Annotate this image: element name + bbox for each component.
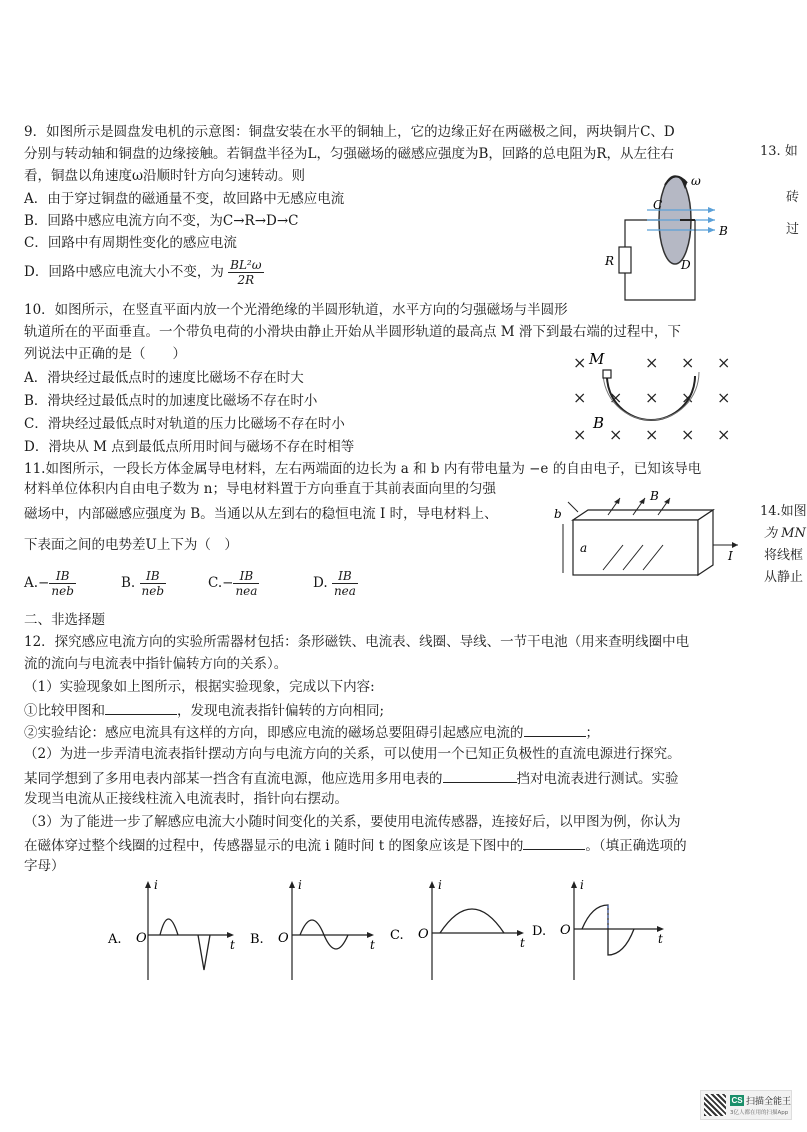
section-heading-non-choice: 二、非选择题	[24, 612, 105, 628]
svg-text:×: ×	[573, 388, 587, 407]
q10-option-b: B．滑块经过最低点时的加速度比磁场不存在时小	[24, 393, 318, 409]
svg-text:D.: D.	[532, 924, 547, 939]
graph-c	[390, 878, 525, 980]
scanner-title: 扫描全能王	[746, 1097, 792, 1107]
a-edge-label: a	[580, 541, 588, 555]
svg-text:×: ×	[681, 425, 695, 444]
q10-stem-line3: 列说法中正确的是（ ）	[24, 346, 186, 362]
q12-part3-line2: 在磁体穿过整个线圈的过程中，传感器显示的电流 i 随时间 t 的图象应该是下图中的 。（填正确选项的	[24, 835, 687, 855]
svg-text:×: ×	[645, 388, 659, 407]
answer-blank[interactable]	[105, 700, 177, 715]
q11-conductor-block-figure	[548, 490, 748, 590]
q12-stem-line1: 12．探究感应电流方向的实验所需器材包括：条形磁铁、电流表、线圈、导线、一节干电池（用来查明线圈中电	[24, 634, 690, 650]
b-field-label: B	[650, 489, 659, 503]
right-margin-q13-fragment1: 砖	[786, 190, 800, 205]
curve	[440, 909, 504, 933]
q9-option-d-fraction: $\frac{\text{BL²ω}}{2R}$	[230, 258, 262, 287]
q10-stem-line1: 10．如图所示，在竖直平面内放一个光滑绝缘的半圆形轨道，水平方向的匀强磁场与半圆形	[24, 302, 568, 318]
answer-blank[interactable]	[524, 722, 586, 737]
curve	[582, 905, 608, 929]
svg-text:i: i	[298, 878, 302, 892]
c-label: C	[653, 198, 663, 212]
q10-option-d: D．滑块从 M 点到最低点所用时间与磁场不存在时相等	[24, 439, 355, 455]
right-margin-q13-fragment2: 过	[786, 222, 800, 237]
svg-text:B.: B.	[250, 932, 264, 947]
b-label: B	[593, 414, 605, 432]
q12-part1-a: ①比较甲图和 ，发现电流表指针偏转的方向相同;	[24, 700, 384, 720]
svg-text:×: ×	[681, 353, 695, 372]
svg-text:t: t	[370, 938, 375, 952]
m-point-label: M	[589, 350, 605, 368]
graph-b	[250, 878, 375, 980]
q11-stem-line3: 磁场中，内部磁感应强度为 B。当通以从左到右的稳恒电流 I 时，导电材料上、	[24, 506, 498, 522]
q12-part2-line3: 发现当电流从正接线柱流入电流表时，指针向右摆动。	[24, 791, 348, 807]
right-margin-q13-label: 13. 如	[760, 144, 798, 159]
q9-option-a: A．由于穿过铜盘的磁通量不变，故回路中无感应电流	[24, 191, 345, 207]
answer-blank[interactable]	[523, 835, 585, 850]
b-field-label: B	[719, 224, 728, 238]
svg-text:A.: A.	[108, 932, 122, 947]
svg-text:i: i	[154, 878, 158, 892]
q12-current-graphs	[100, 875, 680, 985]
q10-semicircle-track-figure	[565, 348, 745, 448]
svg-text:×: ×	[645, 353, 659, 372]
q9-stem-line3: 看，铜盘以角速度ω沿顺时针方向匀速转动。则	[24, 168, 306, 184]
right-margin-q14-label: 14.如图	[760, 504, 807, 519]
right-margin-q14-fragment3: 从静止	[764, 570, 804, 585]
svg-text:×: ×	[573, 353, 587, 372]
curve	[160, 919, 178, 935]
resistor-symbol	[619, 247, 631, 273]
q12-part1: （1）实验现象如上图所示，根据实验现象，完成以下内容:	[24, 679, 375, 695]
svg-text:t: t	[658, 932, 663, 946]
q12-part3-line3: 字母）	[24, 858, 65, 874]
q11-stem-line1: 11.如图所示，一段长方体金属导电材料，左右两端面的边长为 a 和 b 内有带电量为 −e 的自由电子，已知该导电	[24, 461, 702, 477]
q11-option-a: A.− $\frac{IB}{\text{neb}}$	[24, 569, 74, 598]
q9-option-d	[24, 258, 264, 287]
svg-text:t: t	[230, 938, 235, 952]
svg-text:t: t	[520, 936, 525, 950]
svg-text:O: O	[278, 931, 289, 946]
q9-stem-line1: 9．如图所示是圆盘发电机的示意图：铜盘安装在水平的铜轴上，它的边缘正好在两磁极之间，两块铜片C、D	[24, 124, 675, 140]
answer-blank[interactable]	[443, 768, 517, 783]
scanner-watermark	[700, 1090, 792, 1120]
svg-text:i: i	[438, 878, 442, 892]
q12-part2-line1: （2）为进一步弄清电流表指针摆动方向与电流方向的关系，可以使用一个已知正负极性的直流电源进行探究。	[24, 746, 681, 762]
svg-text:O: O	[560, 923, 571, 938]
svg-text:×: ×	[573, 425, 587, 444]
svg-text:×: ×	[645, 425, 659, 444]
svg-text:×: ×	[717, 388, 731, 407]
graph-a	[107, 878, 235, 980]
q12-part2-line2: 某同学想到了多用电表内部某一挡含有直流电源，他应选用多用电表的 挡对电流表进行测试。实验	[24, 768, 679, 788]
right-margin-q14-fragment1: 为 MN	[764, 526, 806, 541]
conductor-front-face	[573, 520, 698, 575]
svg-text:×: ×	[717, 353, 731, 372]
svg-text:O: O	[418, 927, 429, 942]
q10-stem-line2: 轨道所在的平面垂直。一个带负电荷的小滑块由静止开始从半圆形轨道的最高点 M 滑下到最右端的过程中，下	[24, 324, 681, 340]
q12-stem-line2: 流的流向与电流表中指针偏转方向的关系）。	[24, 656, 288, 672]
omega-label: ω	[691, 174, 701, 188]
current-label: I	[728, 549, 733, 563]
q12-part1-b: ②实验结论：感应电流具有这样的方向，即感应电流的磁场总要阻碍引起感应电流的 ；	[24, 722, 599, 742]
svg-text:×: ×	[717, 425, 731, 444]
q10-option-a: A．滑块经过最低点时的速度比磁场不存在时大	[24, 370, 304, 386]
q9-option-d-text: D．回路中感应电流大小不变，为	[24, 264, 224, 280]
svg-text:C.: C.	[390, 928, 404, 943]
q9-option-b: B．回路中感应电流方向不变，为C→R→D→C	[24, 213, 299, 229]
scanner-subtitle: 3亿人都在用的扫描App	[730, 1110, 789, 1116]
cs-logo: CS	[731, 1096, 743, 1105]
q11-stem-line4: 下表面之间的电势差U上下为（ ）	[24, 537, 238, 553]
svg-text:×: ×	[609, 388, 623, 407]
svg-text:×: ×	[609, 425, 623, 444]
slider-block	[603, 370, 611, 378]
b-edge-label: b	[554, 507, 562, 521]
svg-text:×: ×	[681, 388, 695, 407]
q9-option-c: C．回路中有周期性变化的感应电流	[24, 235, 237, 251]
q9-disc-generator-figure	[595, 165, 735, 305]
q10-option-c: C．滑块经过最低点时对轨道的压力比磁场不存在时小	[24, 416, 345, 432]
qr-code-icon	[704, 1094, 726, 1116]
q9-stem-line2: 分别与转动轴和铜盘的边缘接触。若铜盘半径为L，匀强磁场的磁感应强度为B，回路的总电阻为R，从左往右	[24, 146, 675, 162]
d-label: D	[681, 258, 691, 272]
r-label: R	[605, 254, 615, 268]
q11-option-d: D. $\frac{IB}{\text{nea}}$	[313, 569, 356, 598]
q11-stem-line2: 材料单位体积内自由电子数为 n；导电材料置于方向垂直于其前表面向里的匀强	[24, 481, 496, 497]
q11-option-b: B. $\frac{IB}{\text{neb}}$	[121, 569, 165, 598]
svg-text:O: O	[136, 931, 147, 946]
svg-text:i: i	[580, 878, 584, 892]
q12-part3-line1: （3）为了能进一步了解感应电流大小随时间变化的关系，要使用电流传感器，连接好后，以甲图为例，你认为	[24, 814, 681, 830]
right-margin-q14-fragment2: 将线框	[764, 548, 804, 563]
graph-d	[532, 878, 664, 980]
q11-option-c: C.− $\frac{IB}{\text{nea}}$	[208, 569, 258, 598]
